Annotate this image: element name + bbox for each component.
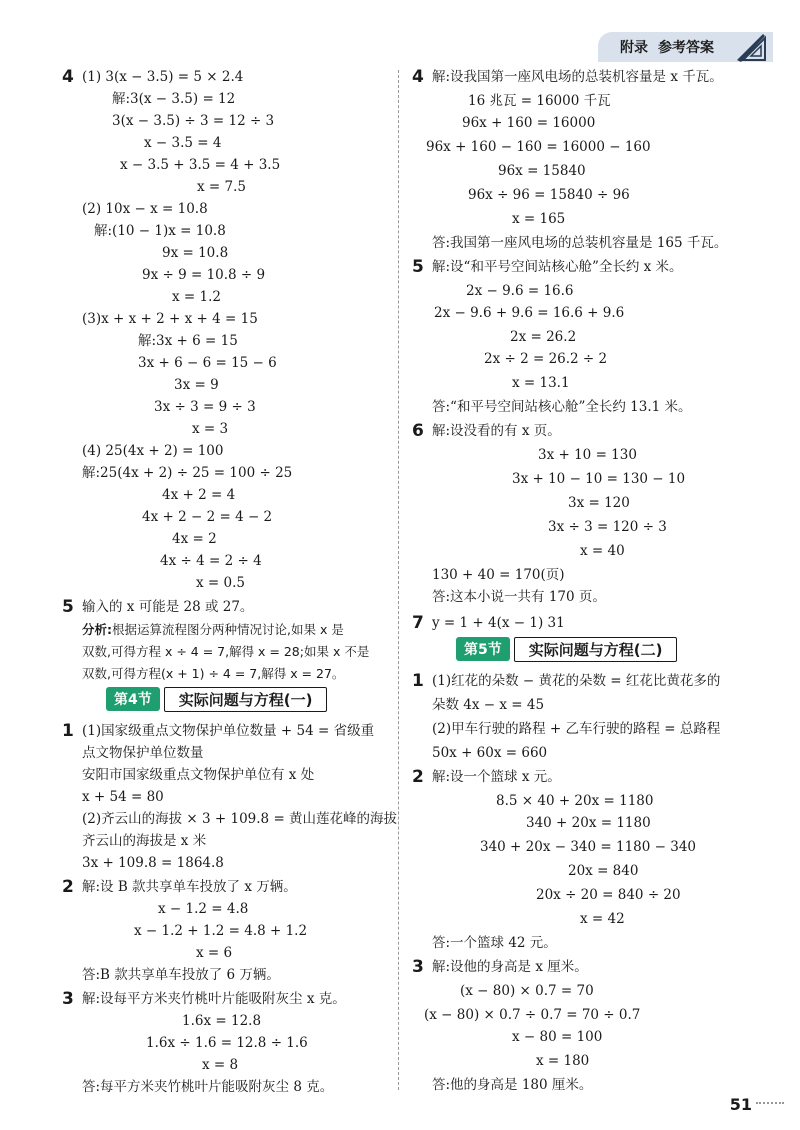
equation-line: x = 8 <box>202 1057 239 1073</box>
ruler-pencil-icon <box>733 30 769 66</box>
question-number: 5 <box>62 597 74 617</box>
section-badge: 第5节 <box>456 637 510 661</box>
answer-line: 解:设每平方米夹竹桃叶片能吸附灰尘 x 克。 <box>82 991 346 1007</box>
equation-line: 解:(10 − 1)x = 10.8 <box>94 223 226 239</box>
question-number: 3 <box>62 989 74 1009</box>
answer-line: 答:这本小说一共有 170 页。 <box>432 589 606 605</box>
equation-line: 340 + 20x = 1180 <box>526 815 651 831</box>
analysis-line: 双数,可得方程 x ÷ 4 = 7,解得 x = 28;如果 x 不是 <box>82 644 370 659</box>
answer-line: 130 + 40 = 170(页) <box>432 567 565 583</box>
answer-line: 答:B 款共享单车投放了 6 万辆。 <box>82 967 280 983</box>
section-5-banner <box>456 636 677 662</box>
answer-line: 3x + 109.8 = 1864.8 <box>82 855 224 871</box>
section-4-banner <box>106 686 327 712</box>
equation-line: x = 3 <box>192 421 229 437</box>
equation-line: 3x = 120 <box>568 495 630 511</box>
analysis-line: 双数,可得方程(x + 1) ÷ 4 = 7,解得 x = 27。 <box>82 666 345 681</box>
answer-line: 答:“和平号空间站核心舱”全长约 13.1 米。 <box>432 399 692 415</box>
equation-line: 9x = 10.8 <box>162 245 229 261</box>
equation-line: x = 180 <box>536 1053 590 1069</box>
equation-line: 20x ÷ 20 = 840 ÷ 20 <box>536 887 681 903</box>
equation-line: 3x + 10 = 130 <box>538 447 637 463</box>
equation-line: (2) 10x − x = 10.8 <box>82 201 208 217</box>
equation-line: 解:3(x − 3.5) = 12 <box>112 91 236 107</box>
equation-line: 3x ÷ 3 = 9 ÷ 3 <box>154 399 256 415</box>
equation-line: x − 3.5 + 3.5 = 4 + 3.5 <box>120 157 281 173</box>
equation-line: 1.6x ÷ 1.6 = 12.8 ÷ 1.6 <box>146 1035 308 1051</box>
equation-line: 2x − 9.6 = 16.6 <box>466 283 574 299</box>
equation-line: 4x + 2 = 4 <box>162 487 236 503</box>
equation-line: (1) 3(x − 3.5) = 5 × 2.4 <box>82 69 244 85</box>
question-number: 6 <box>412 421 424 441</box>
equation-line: (x − 80) × 0.7 = 70 <box>460 983 594 999</box>
answer-text: 输入的 x 可能是 28 或 27。 <box>82 599 254 615</box>
answers-label: 参考答案 <box>658 40 714 56</box>
answer-line: 解:设我国第一座风电场的总装机容量是 x 千瓦。 <box>432 69 723 85</box>
equation-line: 3x + 6 − 6 = 15 − 6 <box>138 355 277 371</box>
equation-line: 2x = 26.2 <box>510 329 577 345</box>
equation-line: 8.5 × 40 + 20x = 1180 <box>496 793 654 809</box>
question-number: 2 <box>62 877 74 897</box>
page-number: 51 <box>729 1095 752 1114</box>
equation-line: x − 80 = 100 <box>512 1029 603 1045</box>
answer-line: 解:设“和平号空间站核心舱”全长约 x 米。 <box>432 259 683 275</box>
equation-line: (3)x + x + 2 + x + 4 = 15 <box>82 311 258 327</box>
appendix-label: 附录 <box>620 40 648 56</box>
section-title: 实际问题与方程(一) <box>164 687 328 712</box>
equation-line: x = 0.5 <box>196 575 245 591</box>
analysis-label: 分析: <box>82 622 112 637</box>
equation-line: 1.6x = 12.8 <box>182 1013 262 1029</box>
question-number: 2 <box>412 767 424 787</box>
equation-line: 20x = 840 <box>568 863 639 879</box>
equation-line: 3(x − 3.5) ÷ 3 = 12 ÷ 3 <box>112 113 275 129</box>
equation-line: 96x + 160 = 16000 <box>462 115 596 131</box>
column-divider <box>398 70 399 1090</box>
page-number-decoration <box>756 1102 784 1106</box>
equation-line: 340 + 20x − 340 = 1180 − 340 <box>480 839 697 855</box>
equation-line: x − 1.2 = 4.8 <box>158 901 249 917</box>
answer-line: (2)齐云山的海拔 × 3 + 109.8 = 黄山莲花峰的海拔 <box>82 811 398 827</box>
question-number: 5 <box>412 257 424 277</box>
equation-line: 3x + 10 − 10 = 130 − 10 <box>512 471 686 487</box>
equation-line: 2x − 9.6 + 9.6 = 16.6 + 9.6 <box>434 305 625 321</box>
equation-line: x − 1.2 + 1.2 = 4.8 + 1.2 <box>134 923 308 939</box>
equation-line: 3x ÷ 3 = 120 ÷ 3 <box>548 519 667 535</box>
answer-line: 答:每平方米夹竹桃叶片能吸附灰尘 8 克。 <box>82 1079 334 1095</box>
equation-line: x = 6 <box>196 945 233 961</box>
answer-line: 答:我国第一座风电场的总装机容量是 165 千瓦。 <box>432 235 728 251</box>
answer-line: 答:他的身高是 180 厘米。 <box>432 1077 593 1093</box>
equation-line: x = 7.5 <box>197 179 246 195</box>
equation-line: 3x = 9 <box>174 377 219 393</box>
answer-line: 齐云山的海拔是 x 米 <box>82 833 207 849</box>
equation-line: 解:25(4x + 2) ÷ 25 = 100 ÷ 25 <box>82 465 293 481</box>
section-title: 实际问题与方程(二) <box>514 637 678 662</box>
question-number: 1 <box>62 721 74 741</box>
equation-line: 96x + 160 − 160 = 16000 − 160 <box>426 139 651 155</box>
answer-line: 安阳市国家级重点文物保护单位有 x 处 <box>82 767 315 783</box>
answer-line: (2)甲车行驶的路程 + 乙车行驶的路程 = 总路程 <box>432 721 721 737</box>
answer-line: 解:设一个篮球 x 元。 <box>432 769 561 785</box>
analysis-line <box>82 619 344 641</box>
equation-line: x = 165 <box>512 211 566 227</box>
answer-line: 解:设没看的有 x 页。 <box>432 423 561 439</box>
answer-line: 解:设 B 款共享单车投放了 x 万辆。 <box>82 879 297 895</box>
answer-line: x + 54 = 80 <box>82 789 164 805</box>
equation-line: x = 1.2 <box>172 289 221 305</box>
equation-line: x − 3.5 = 4 <box>144 135 222 151</box>
answer-line: 解:设他的身高是 x 厘米。 <box>432 959 588 975</box>
answer-line: (1)红花的朵数 − 黄花的朵数 = 红花比黄花多的 <box>432 673 721 689</box>
equation-line: 4x = 2 <box>172 531 217 547</box>
equation-line: 96x = 15840 <box>498 163 586 179</box>
question-number: 7 <box>412 613 424 633</box>
equation-line: (4) 25(4x + 2) = 100 <box>82 443 224 459</box>
equation-line: 16 兆瓦 = 16000 千瓦 <box>468 93 611 109</box>
question-number: 3 <box>412 957 424 977</box>
section-badge: 第4节 <box>106 687 160 711</box>
equation-line: 4x ÷ 4 = 2 ÷ 4 <box>160 553 262 569</box>
answer-text: y = 1 + 4(x − 1) 31 <box>432 615 565 631</box>
question-number: 4 <box>412 67 424 87</box>
question-number: 1 <box>412 671 424 691</box>
answer-line: 点文物保护单位数量 <box>82 745 204 761</box>
answer-line: 朵数 4x − x = 45 <box>432 697 545 713</box>
equation-line: 解:3x + 6 = 15 <box>138 333 238 349</box>
analysis-text: 根据运算流程图分两种情况讨论,如果 x 是 <box>112 622 344 637</box>
equation-line: x = 13.1 <box>512 375 570 391</box>
equation-line: 96x ÷ 96 = 15840 ÷ 96 <box>468 187 630 203</box>
equation-line: 9x ÷ 9 = 10.8 ÷ 9 <box>142 267 266 283</box>
equation-line: (x − 80) × 0.7 ÷ 0.7 = 70 ÷ 0.7 <box>424 1007 641 1023</box>
question-number: 4 <box>62 67 74 87</box>
equation-line: 4x + 2 − 2 = 4 − 2 <box>142 509 273 525</box>
answer-line: 答:一个篮球 42 元。 <box>432 935 557 951</box>
equation-line: x = 40 <box>580 543 625 559</box>
answer-line: (1)国家级重点文物保护单位数量 + 54 = 省级重 <box>82 723 375 739</box>
equation-line: x = 42 <box>580 911 625 927</box>
answer-line: 50x + 60x = 660 <box>432 745 548 761</box>
equation-line: 2x ÷ 2 = 26.2 ÷ 2 <box>484 351 608 367</box>
